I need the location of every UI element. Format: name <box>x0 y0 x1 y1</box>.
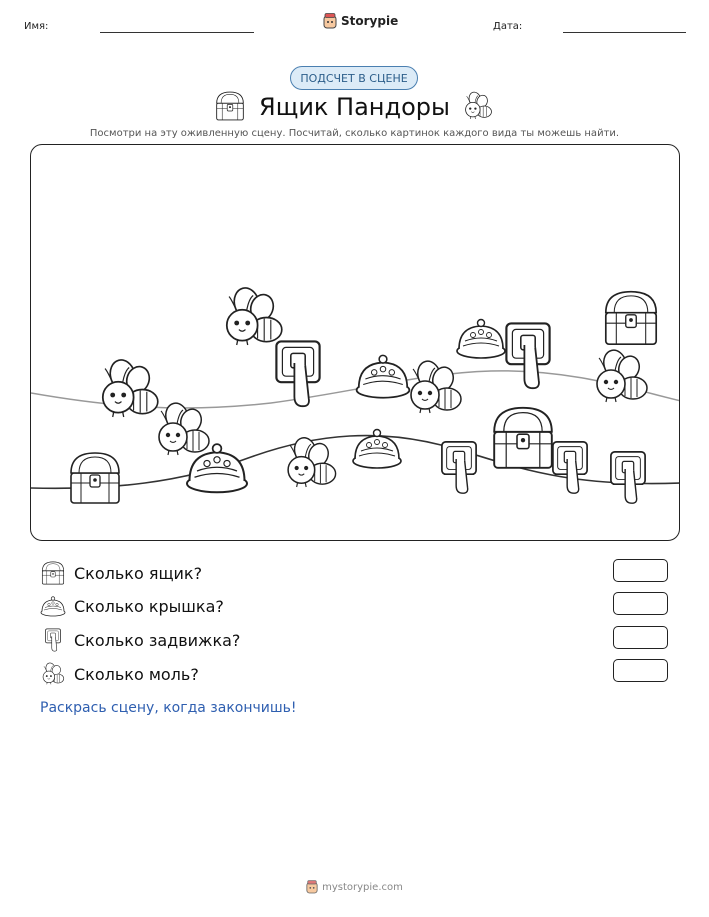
page-title: Ящик Пандоры <box>259 93 450 121</box>
scene-illustration <box>31 145 680 541</box>
question-moth <box>40 662 199 686</box>
answer-box-lid[interactable] <box>613 592 668 615</box>
scene-lid <box>457 320 505 359</box>
scene-moth <box>159 401 209 455</box>
scene-latch <box>442 442 476 493</box>
answer-box-moth[interactable] <box>613 659 668 682</box>
answer-box-latch[interactable] <box>613 626 668 649</box>
activity-badge: ПОДСЧЕТ В СЦЕНЕ <box>290 66 418 90</box>
storypie-logo-text: Storypie <box>341 14 399 28</box>
scene-chest <box>71 453 119 503</box>
question-chest <box>40 561 202 585</box>
chest-icon <box>40 561 66 585</box>
scene-moth <box>288 435 336 487</box>
question-latch <box>40 628 240 652</box>
name-line[interactable] <box>100 32 254 33</box>
question-latch-text: Сколько задвижка? <box>74 630 241 650</box>
scene-latch <box>611 452 645 503</box>
title-moth-icon <box>462 91 494 121</box>
footer-url[interactable]: mystorypie.com <box>322 881 403 893</box>
scene-chest <box>606 292 656 345</box>
scene-moth <box>597 348 647 402</box>
scene-moth <box>227 285 282 345</box>
moth-icon <box>40 662 66 686</box>
scene-moth <box>103 357 158 417</box>
scene-latch <box>553 442 587 493</box>
name-label: Имя: <box>24 21 49 32</box>
storypie-logo <box>323 13 398 29</box>
question-lid-text: Сколько крышка? <box>74 596 224 616</box>
coloring-instruction: Раскрась сцену, когда закончишь! <box>40 700 297 716</box>
page-subtitle: Посмотри на эту оживленную сцену. Посчитай, сколько картинок каждого вида ты можешь найти. <box>89 128 620 139</box>
storypie-logo-icon <box>323 13 337 29</box>
scene-lid <box>357 355 410 397</box>
scene-chest <box>494 408 552 468</box>
answer-box-chest[interactable] <box>613 559 668 582</box>
latch-icon <box>40 628 66 652</box>
date-line[interactable] <box>563 32 686 33</box>
lid-icon <box>40 594 66 618</box>
counting-scene <box>30 144 680 541</box>
scene-moth <box>411 359 461 413</box>
question-lid <box>40 594 224 618</box>
scene-latch <box>506 323 549 388</box>
question-chest-text: Сколько ящик? <box>74 563 203 583</box>
footer-logo-icon <box>306 880 318 894</box>
question-moth-text: Сколько моль? <box>74 664 199 684</box>
date-label: Дата: <box>493 21 523 32</box>
footer <box>0 880 709 894</box>
